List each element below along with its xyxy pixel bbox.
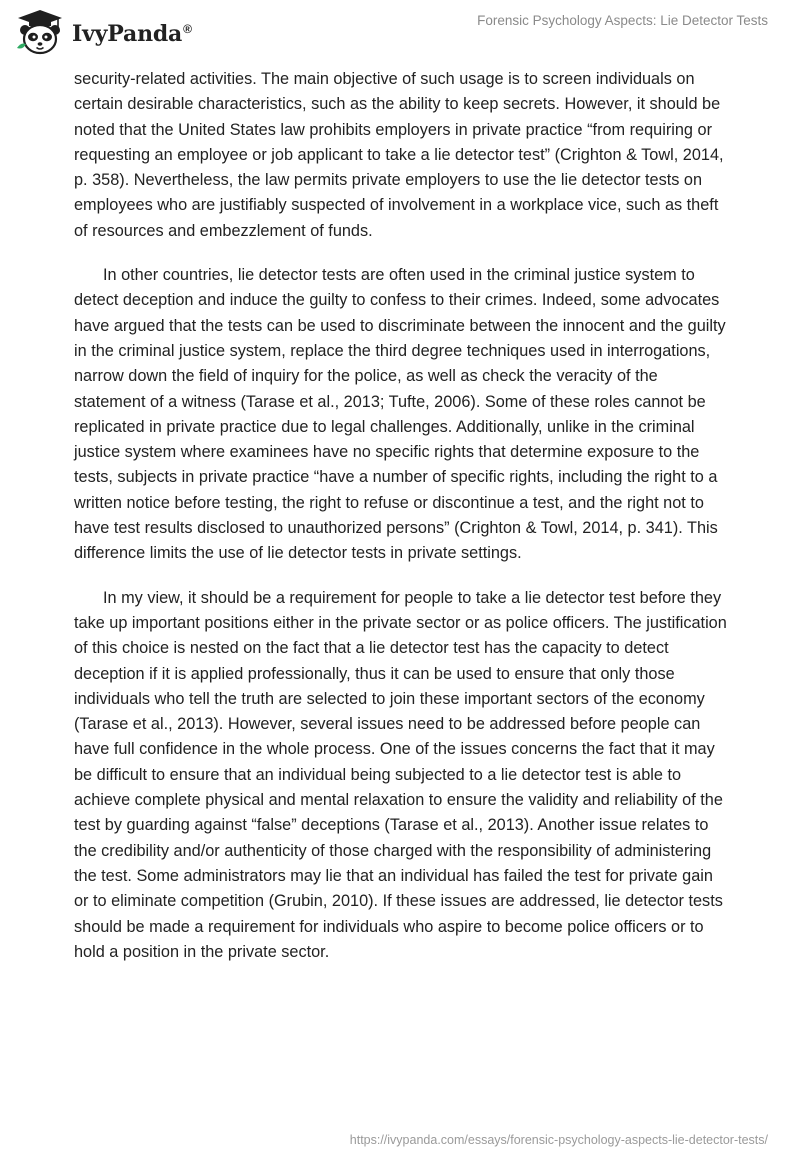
essay-paragraph: In other countries, lie detector tests are often used in the criminal justice system to detect deception and induce the guilty to confess to their crimes. Indeed, some advocates have argued that the tests can be used to discriminate between the innocent and the guilty in the criminal justice system, replace the third degree techniques used in interrogations, narrow down the field of inquiry for the police, as well as check the veracity of the statement of a witness (Tarase et al., 2013; Tufte, 2006). Some of these roles cannot be replicated in private practice due to legal challenges. Additionally, unlike in the criminal justice system where examinees have no specific rights that determine exposure to the tests, subjects in private practice “have a number of specific rights, including the right to a written notice before testing, the right to refuse or discontinue a test, and the right not to have test results disclosed to unauthorized persons” (Crighton & Towl, 2014, p. 341). This difference limits the use of lie detector tests in private settings. <box>74 266 726 563</box>
panda-graduate-icon <box>14 8 66 56</box>
essay-paragraph: In my view, it should be a requirement for people to take a lie detector test before they take up important positions either in the private sector or as police officers. The justification of this choice is nested on the fact that a lie detector test has the capacity to detect deception if it is applied professionally, thus it can be used to ensure that only those individuals who tell the truth are selected to join these important sectors of the economy (Tarase et al., 2013). However, several issues need to be addressed before people can have full confidence in the whole process. One of the issues concerns the fact that it may be difficult to ensure that an individual being subjected to a lie detector test is able to achieve complete physical and mental relaxation to ensure the validity and reliability of the test by guarding against “false” deceptions (Tarase et al., 2013). Another issue relates to the credibility and/or authenticity of those charged with the responsibility of administering the test. Some administrators may lie that an individual has failed the test for private gain or to eliminate competition (Grubin, 2010). If these issues are addressed, lie detector tests should be made a requirement for individuals who aspire to become police officers or to hold a position in the private sector. <box>74 588 727 961</box>
source-url[interactable]: https://ivypanda.com/essays/forensic-psychology-aspects-lie-detector-tests/ <box>349 1133 768 1147</box>
essay-paragraph: security-related activities. The main objective of such usage is to screen individuals on certain desirable characteristics, such as the ability to keep secrets. However, it should be noted that the United States law prohibits employers in private practice “from requiring or requesting an employee or job applicant to take a lie detector test” (Crighton & Towl, 2014, p. 358). Nevertheless, the law permits private employers to use the lie detector tests on employees who are justifiably suspected of involvement in a workplace vice, such as theft of resources and embezzlement of funds. <box>74 70 724 240</box>
brand-name: IvyPanda® <box>72 21 192 47</box>
essay-body <box>74 67 728 965</box>
document-title: Forensic Psychology Aspects: Lie Detector Tests <box>477 13 768 28</box>
page-header <box>0 0 800 64</box>
brand-logo[interactable] <box>14 8 192 56</box>
